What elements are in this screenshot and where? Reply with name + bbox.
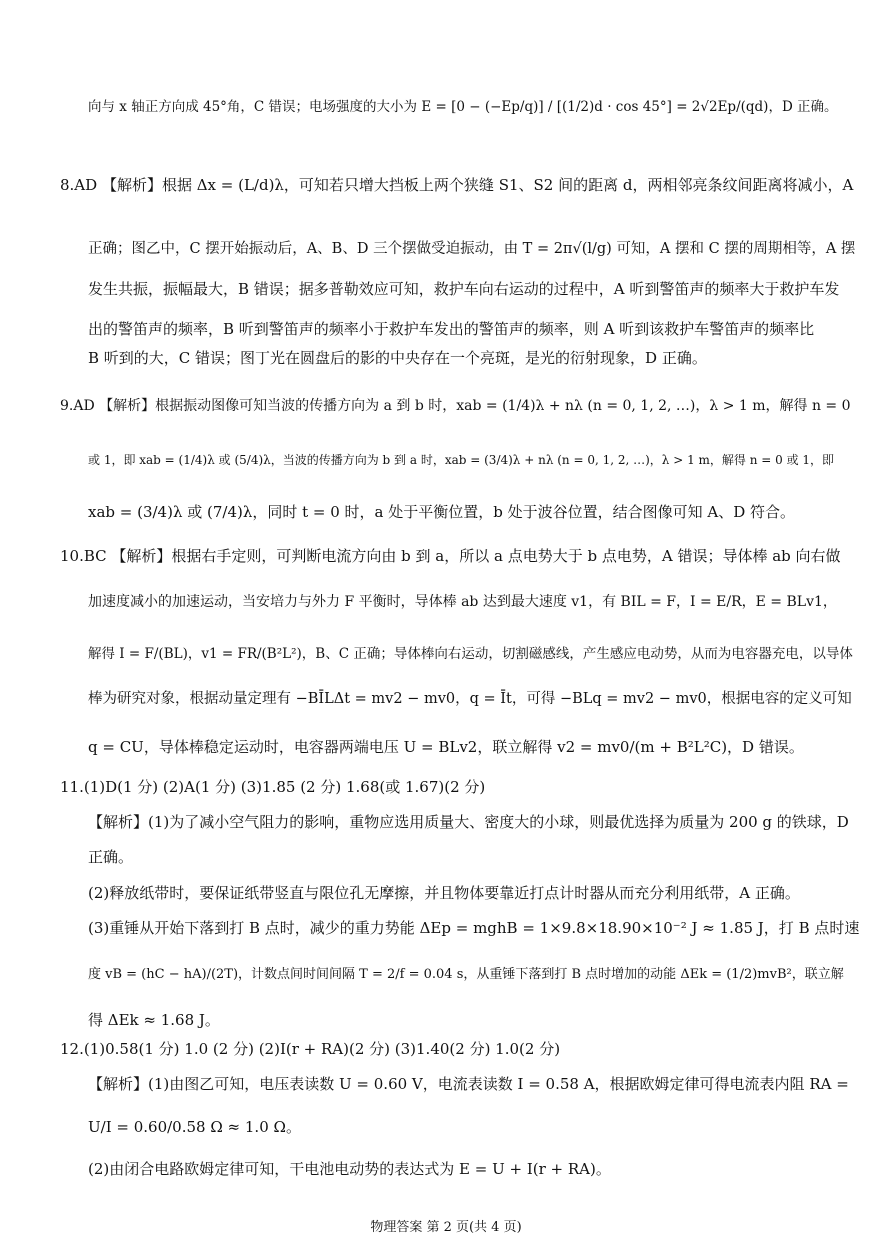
text-line-7: 9.AD 【解析】根据振动图像可知当波的传播方向为 a 到 b 时，xab = (1/4)λ + nλ (n = 0, 1, 2, …)，λ > 1 m，解得 n = 0 bbox=[60, 398, 851, 414]
text-line-17: 正确。 bbox=[88, 848, 134, 866]
text-line-16: 【解析】(1)为了减小空气阻力的影响，重物应选用质量大、密度大的小球，则最优选择为质量为 200 g 的铁球，D bbox=[88, 813, 849, 831]
page-footer: 物理答案 第 2 页(共 4 页) bbox=[370, 1220, 522, 1235]
text-line-12: 解得 I = F/(BL)，v1 = FR/(B²L²)，B、C 正确；导体棒向右运动，切割磁感线，产生感应电动势，从而为电容器充电，以导体 bbox=[88, 646, 853, 662]
text-line-14: q = CU，导体棒稳定运动时，电容器两端电压 U = BLv2，联立解得 v2 = mv0/(m + B²L²C)，D 错误。 bbox=[88, 738, 804, 756]
text-line-21: 得 ΔEk ≈ 1.68 J。 bbox=[88, 1011, 220, 1029]
text-line-9: xab = (3/4)λ 或 (7/4)λ，同时 t = 0 时，a 处于平衡位置，b 处于波谷位置，结合图像可知 A、D 符合。 bbox=[88, 503, 796, 521]
text-line-25: (2)由闭合电路欧姆定律可知，干电池电动势的表达式为 E = U + I(r + RA)。 bbox=[88, 1160, 611, 1178]
text-line-13: 棒为研究对象，根据动量定理有 −BĪLΔt = mv2 − mv0，q = Īt，可得 −BLq = mv2 − mv0，根据电容的定义可知 bbox=[88, 691, 852, 707]
text-line-6: B 听到的大，C 错误；图丁光在圆盘后的影的中央存在一个亮斑，是光的衍射现象，D 正确。 bbox=[88, 349, 707, 367]
text-line-20: 度 vB = (hC − hA)/(2T)，计数点间时间间隔 T = 2/f = 0.04 s，从重锤下落到打 B 点时增加的动能 ΔEk = (1/2)mvB²，联立解 bbox=[88, 967, 844, 982]
text-line-19: (3)重锤从开始下落到打 B 点时，减少的重力势能 ΔEp = mghB = 1×9.8×18.90×10⁻² J ≈ 1.85 J，打 B 点时速 bbox=[88, 919, 860, 937]
text-line-18: (2)释放纸带时，要保证纸带竖直与限位孔无摩擦，并且物体要靠近打点计时器从而充分利用纸带，A 正确。 bbox=[88, 884, 800, 902]
text-line-8: 或 1，即 xab = (1/4)λ 或 (5/4)λ，当波的传播方向为 b 到 a 时，xab = (3/4)λ + nλ (n = 0, 1, 2, …)，λ > 1 m，解得 n = 0 或 1，即 bbox=[88, 453, 835, 467]
text-line-23: 【解析】(1)由图乙可知，电压表读数 U = 0.60 V，电流表读数 I = 0.58 A，根据欧姆定律可得电流表内阻 RA = bbox=[88, 1075, 849, 1093]
text-line-10: 10.BC 【解析】根据右手定则，可判断电流方向由 b 到 a，所以 a 点电势大于 b 点电势，A 错误；导体棒 ab 向右做 bbox=[60, 547, 841, 565]
text-line-22: 12.(1)0.58(1 分) 1.0 (2 分) (2)I(r + RA)(2 分) (3)1.40(2 分) 1.0(2 分) bbox=[60, 1040, 561, 1058]
text-line-2: 8.AD 【解析】根据 Δx = (L/d)λ，可知若只增大挡板上两个狭缝 S1、S2 间的距离 d，两相邻亮条纹间距离将减小，A bbox=[60, 176, 854, 194]
text-line-11: 加速度减小的加速运动，当安培力与外力 F 平衡时，导体棒 ab 达到最大速度 v1，有 BIL = F，I = E/R，E = BLv1， bbox=[88, 594, 837, 610]
text-line-15: 11.(1)D(1 分) (2)A(1 分) (3)1.85 (2 分) 1.68(或 1.67)(2 分) bbox=[60, 778, 486, 796]
text-line-1: 向与 x 轴正方向成 45°角，C 错误；电场强度的大小为 E = [0 − (−Ep/q)] / [(1/2)d · cos 45°] = 2√2Ep/(qd)，D 正确。 bbox=[88, 99, 838, 115]
text-line-3: 正确；图乙中，C 摆开始振动后，A、B、D 三个摆做受迫振动，由 T = 2π√(l/g) 可知，A 摆和 C 摆的周期相等，A 摆 bbox=[88, 241, 856, 257]
text-line-4: 发生共振，振幅最大，B 错误；据多普勒效应可知，救护车向右运动的过程中，A 听到警笛声的频率大于救护车发 bbox=[88, 280, 840, 298]
text-line-24: U/I = 0.60/0.58 Ω ≈ 1.0 Ω。 bbox=[88, 1118, 301, 1136]
text-line-5: 出的警笛声的频率，B 听到警笛声的频率小于救护车发出的警笛声的频率，则 A 听到该救护车警笛声的频率比 bbox=[88, 320, 815, 338]
